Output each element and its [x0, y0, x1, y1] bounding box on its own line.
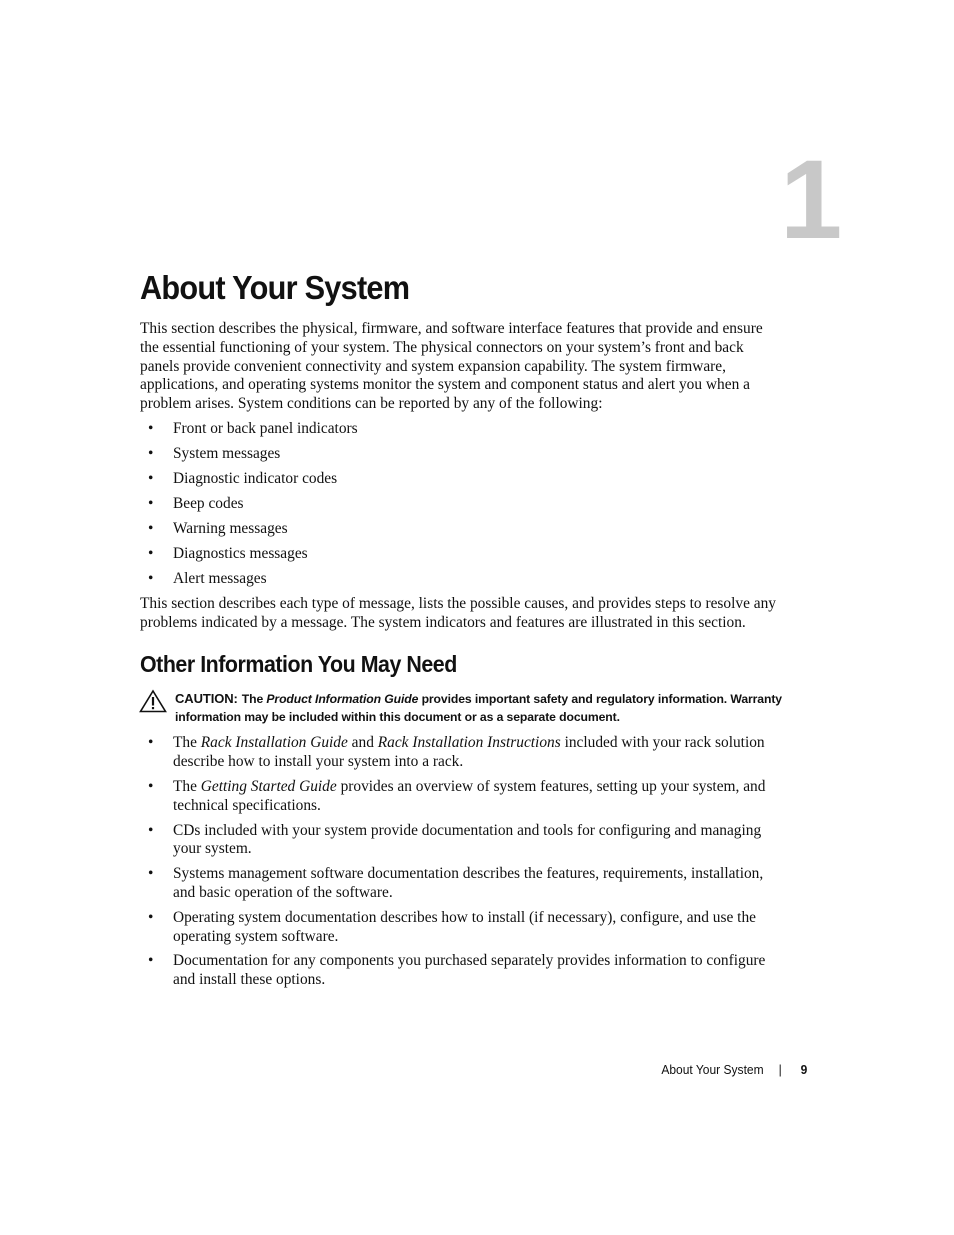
list-item — [140, 420, 785, 439]
list-item — [140, 445, 785, 464]
list-item-text: System messages — [173, 444, 281, 462]
bullet-icon: • — [148, 865, 154, 883]
intro-paragraph: This section describes the physical, firmware, and software interface features that provide and ensure the essential functioning of your system. The physical connectors on your system’s front and back panels provide convenient connectivity and system expansion capability. The system firmware, applications, and operating systems monitor the system and component status and alert you when a problem arises. System conditions can be reported by any of the following: — [140, 320, 763, 413]
list-item — [140, 909, 785, 947]
list-item-text: Alert messages — [173, 569, 267, 587]
list-item — [140, 778, 785, 816]
page-content — [140, 266, 785, 996]
chapter-title: About Your System — [140, 269, 410, 306]
list-item-text: Warning messages — [173, 519, 288, 537]
caution-triangle-icon — [139, 689, 167, 713]
item-text: CDs included with your system provide documentation and tools for configuring and managing your system. — [173, 821, 762, 858]
document-title: Rack Installation Instructions — [377, 734, 561, 752]
item-text: Documentation for any components you purchased separately provides information to configure and install these options. — [173, 952, 766, 989]
bullet-icon: • — [148, 494, 154, 512]
list-item — [140, 545, 785, 564]
bullet-icon: • — [148, 569, 154, 587]
item-text: The — [173, 778, 201, 796]
caution-text-after: provides important safety and regulatory information. Warranty information may be included within this document or as a separate document. — [175, 692, 782, 724]
caution-label: CAUTION: — [175, 691, 238, 707]
section-heading: Other Information You May Need — [140, 651, 457, 678]
item-text: included with your rack solution describe how to install your system into a rack. — [173, 734, 765, 771]
bullet-icon: • — [148, 444, 154, 462]
list-item-text: Diagnostics messages — [173, 544, 308, 562]
footer-section-title: About Your System — [661, 1062, 764, 1077]
document-title: Rack Installation Guide — [200, 734, 348, 752]
caution-note — [140, 690, 785, 726]
bullet-icon: • — [148, 821, 154, 839]
item-text: provides an overview of system features, setting up your system, and technical specifications. — [173, 778, 766, 814]
bullet-icon: • — [148, 778, 154, 796]
item-text: and — [347, 734, 378, 752]
caution-text-before: The — [241, 692, 267, 707]
page-footer — [661, 1061, 807, 1079]
bullet-icon: • — [148, 952, 154, 970]
list-item — [140, 865, 785, 903]
caution-document-title: Product Information Guide — [266, 692, 419, 707]
bullet-icon: • — [148, 469, 154, 487]
list-item — [140, 952, 785, 990]
bullet-icon: • — [148, 908, 154, 926]
list-item — [140, 822, 785, 860]
list-item — [140, 520, 785, 539]
list-item — [140, 495, 785, 514]
list-item-text: Front or back panel indicators — [173, 419, 358, 437]
item-text: The — [173, 734, 201, 752]
condition-list — [140, 420, 785, 589]
document-title: Getting Started Guide — [200, 778, 337, 796]
bullet-icon: • — [148, 519, 154, 537]
chapter-number: 1 — [780, 137, 843, 262]
list-item-text: Beep codes — [173, 494, 244, 512]
footer-separator: | — [778, 1062, 782, 1077]
list-item — [140, 734, 785, 772]
bullet-icon: • — [148, 419, 154, 437]
list-item — [140, 570, 785, 589]
bullet-icon: • — [148, 544, 154, 562]
documentation-list — [140, 734, 785, 990]
list-item — [140, 470, 785, 489]
summary-paragraph: This section describes each type of message, lists the possible causes, and provides steps to resolve any problems indicated by a message. The system indicators and features are illustrated in this section. — [140, 594, 776, 631]
page-number: 9 — [800, 1062, 807, 1077]
list-item-text: Diagnostic indicator codes — [173, 469, 338, 487]
item-text: Operating system documentation describes how to install (if necessary), configure, and use the operating system software. — [173, 908, 756, 945]
item-text: Systems management software documentation describes the features, requirements, installation, and basic operation of the software. — [173, 865, 764, 902]
bullet-icon: • — [148, 734, 154, 752]
